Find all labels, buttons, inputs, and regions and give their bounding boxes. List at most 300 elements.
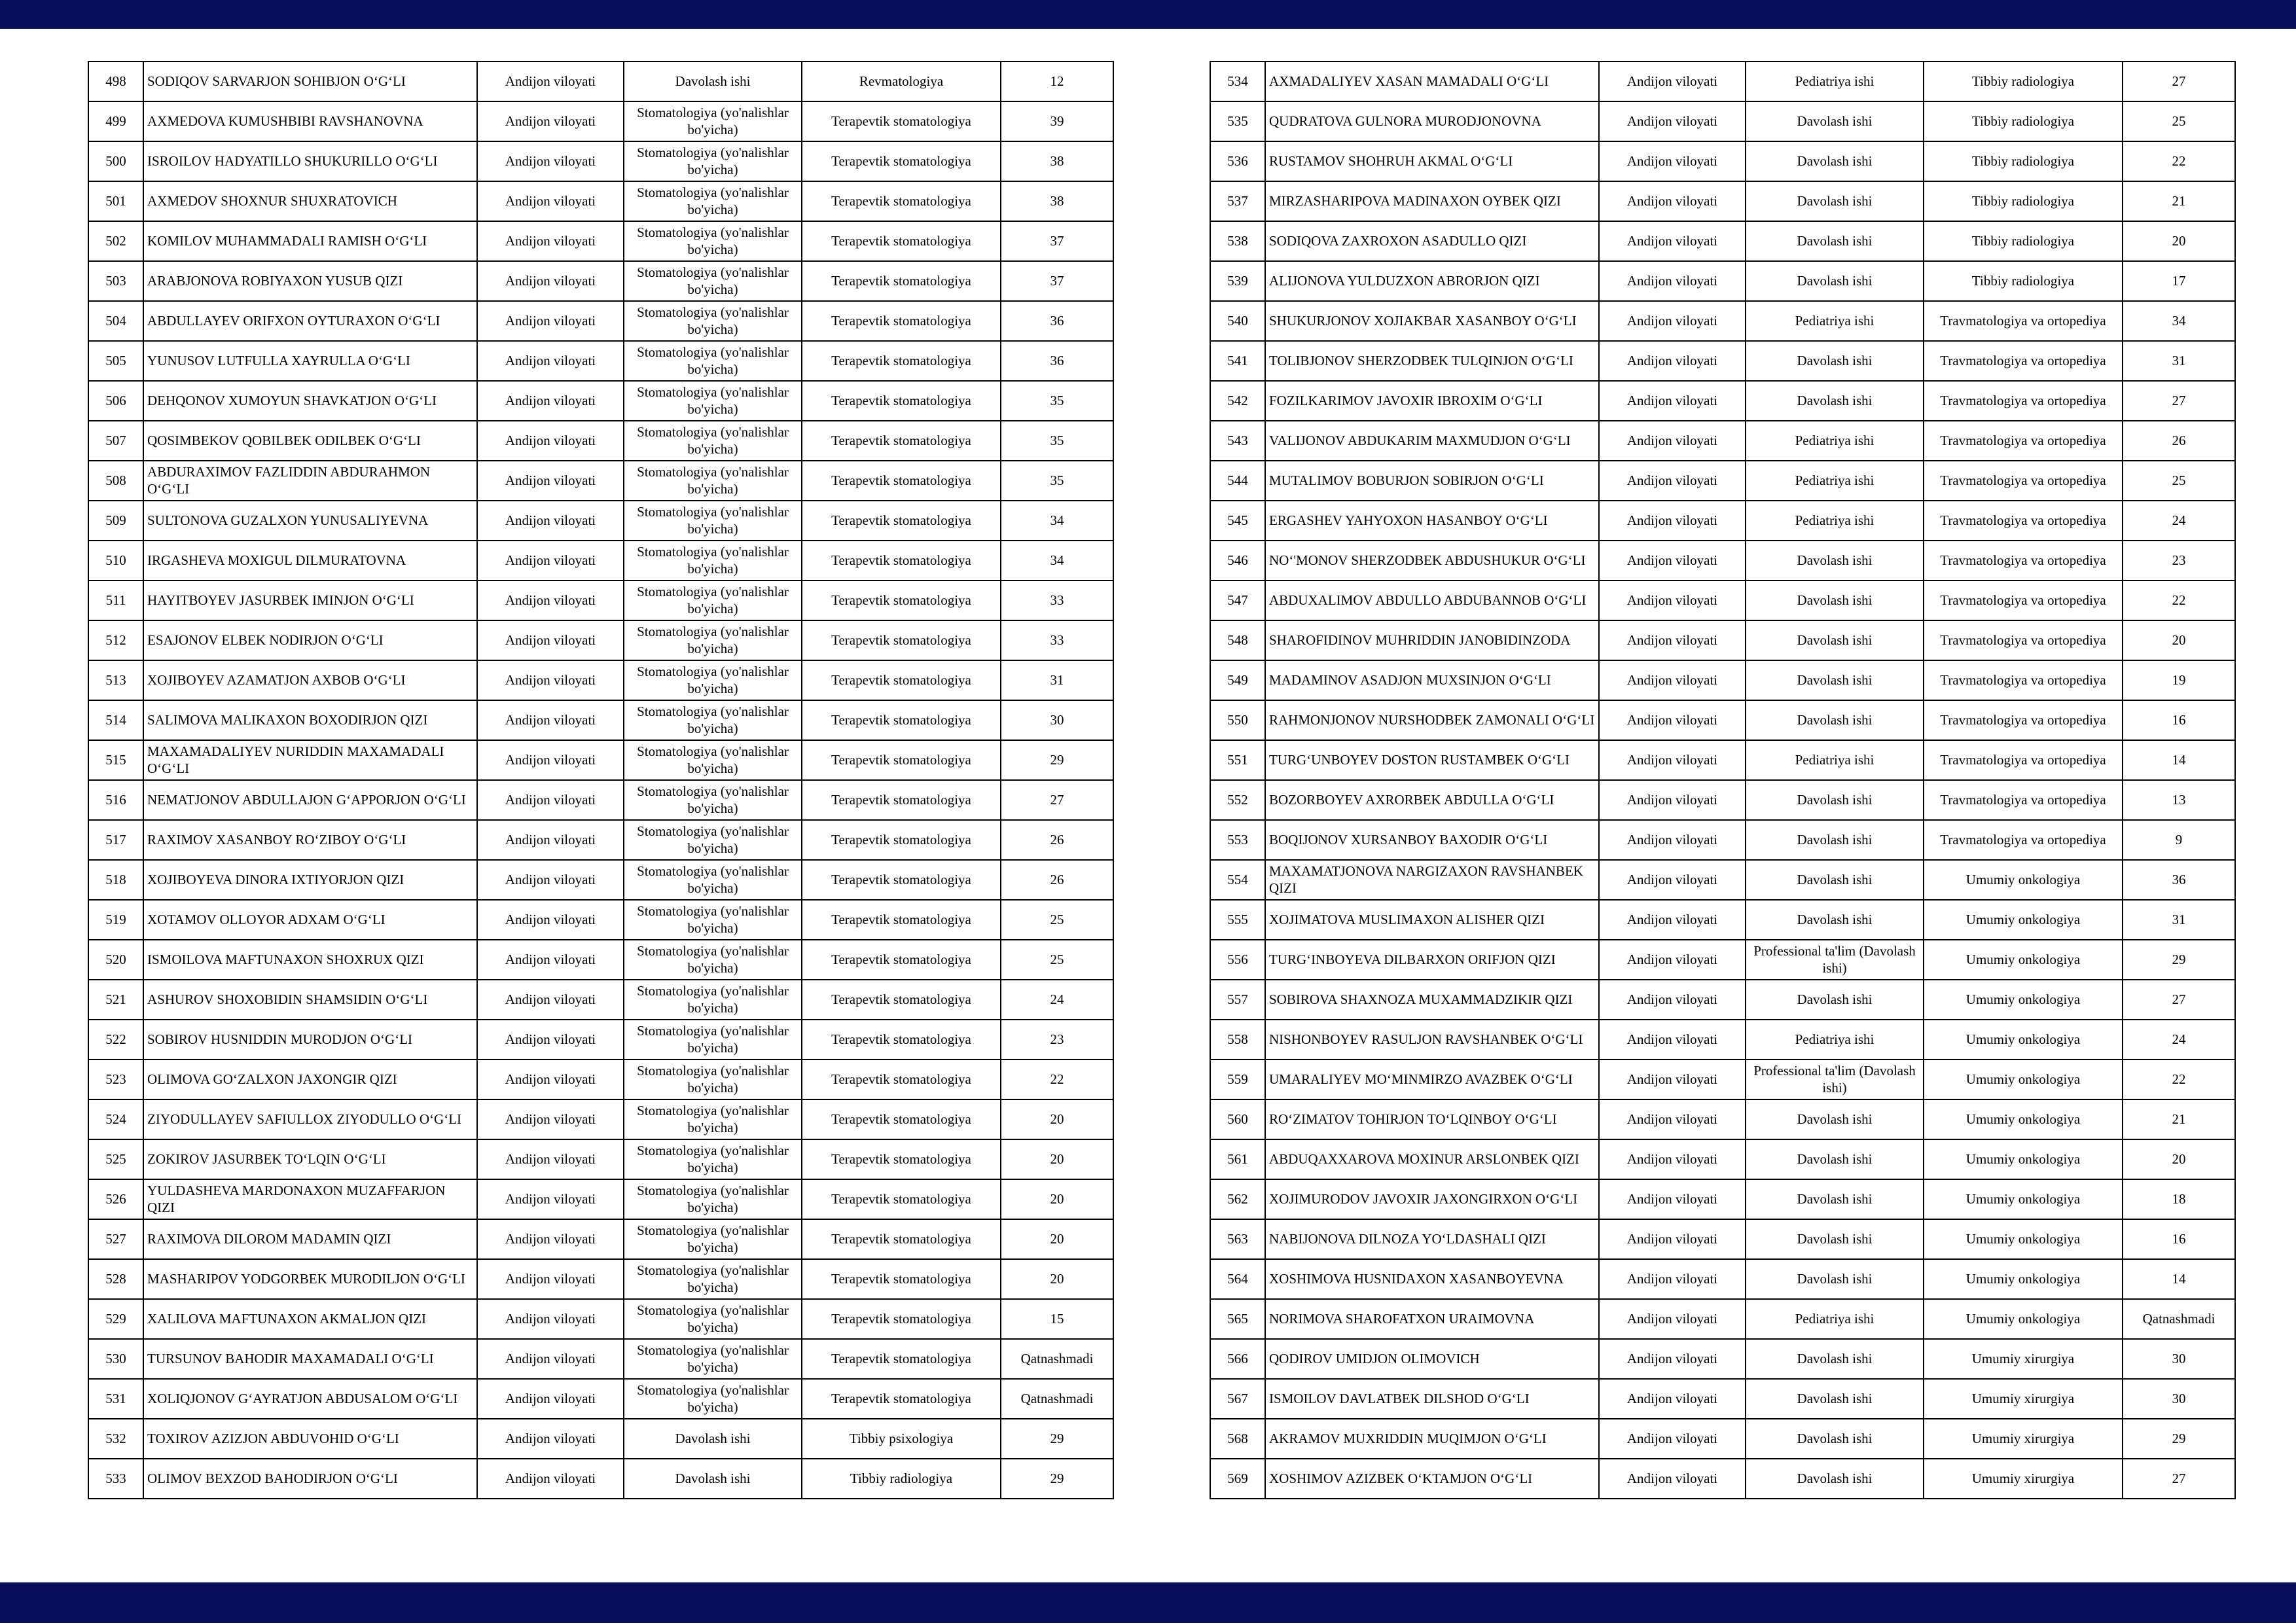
score-cell: 26 xyxy=(1001,860,1113,900)
specialty-cell: Terapevtik stomatologiya xyxy=(802,1099,1001,1139)
full-name-cell: NEMATJONOV ABDULLAJON G‘APPORJON O‘G‘LI xyxy=(143,780,477,820)
row-number-cell: 549 xyxy=(1210,660,1265,700)
table-row xyxy=(1210,820,2235,860)
score-cell: 38 xyxy=(1001,141,1113,181)
table-row xyxy=(1210,101,2235,141)
table-row xyxy=(88,1339,1113,1379)
score-cell: 22 xyxy=(2123,1060,2235,1099)
region-cell: Andijon viloyati xyxy=(477,700,624,740)
row-number-cell: 539 xyxy=(1210,261,1265,301)
score-cell: 9 xyxy=(2123,820,2235,860)
region-cell: Andijon viloyati xyxy=(477,1379,624,1419)
region-cell: Andijon viloyati xyxy=(1599,580,1746,620)
table-row xyxy=(88,421,1113,461)
full-name-cell: AXMEDOV SHOXNUR SHUXRATOVICH xyxy=(143,181,477,221)
full-name-cell: AKRAMOV MUXRIDDIN MUQIMJON O‘G‘LI xyxy=(1265,1419,1599,1459)
score-cell: 29 xyxy=(1001,1419,1113,1459)
specialty-cell: Terapevtik stomatologiya xyxy=(802,620,1001,660)
row-number-cell: 503 xyxy=(88,261,143,301)
specialty-cell: Travmatologiya va ortopediya xyxy=(1924,381,2123,421)
education-direction-cell: Stomatologiya (yo'nalishlar bo'yicha) xyxy=(624,1379,802,1419)
row-number-cell: 498 xyxy=(88,62,143,101)
score-cell: 27 xyxy=(1001,780,1113,820)
full-name-cell: MIRZASHARIPOVA MADINAXON OYBEK QIZI xyxy=(1265,181,1599,221)
table-row xyxy=(88,1299,1113,1339)
table-row xyxy=(88,1060,1113,1099)
score-cell: 38 xyxy=(1001,181,1113,221)
bottom-band xyxy=(0,1582,2296,1623)
table-row xyxy=(1210,1419,2235,1459)
education-direction-cell: Pediatriya ishi xyxy=(1746,740,1924,780)
education-direction-cell: Stomatologiya (yo'nalishlar bo'yicha) xyxy=(624,1179,802,1219)
specialty-cell: Terapevtik stomatologiya xyxy=(802,1299,1001,1339)
full-name-cell: QODIROV UMIDJON OLIMOVICH xyxy=(1265,1339,1599,1379)
row-number-cell: 522 xyxy=(88,1020,143,1060)
specialty-cell: Travmatologiya va ortopediya xyxy=(1924,620,2123,660)
row-number-cell: 509 xyxy=(88,501,143,541)
row-number-cell: 542 xyxy=(1210,381,1265,421)
region-cell: Andijon viloyati xyxy=(1599,62,1746,101)
region-cell: Andijon viloyati xyxy=(1599,900,1746,940)
row-number-cell: 533 xyxy=(88,1459,143,1499)
full-name-cell: QUDRATOVA GULNORA MURODJONOVNA xyxy=(1265,101,1599,141)
specialty-cell: Terapevtik stomatologiya xyxy=(802,381,1001,421)
table-row xyxy=(88,620,1113,660)
table-row xyxy=(1210,1060,2235,1099)
table-row xyxy=(1210,1099,2235,1139)
full-name-cell: OLIMOV BEXZOD BAHODIRJON O‘G‘LI xyxy=(143,1459,477,1499)
full-name-cell: SOBIROV HUSNIDDIN MURODJON O‘G‘LI xyxy=(143,1020,477,1060)
score-cell: 13 xyxy=(2123,780,2235,820)
specialty-cell: Terapevtik stomatologiya xyxy=(802,421,1001,461)
education-direction-cell: Davolash ishi xyxy=(1746,820,1924,860)
education-direction-cell: Davolash ishi xyxy=(624,62,802,101)
full-name-cell: SODIQOV SARVARJON SOHIBJON O‘G‘LI xyxy=(143,62,477,101)
specialty-cell: Terapevtik stomatologiya xyxy=(802,820,1001,860)
table-row xyxy=(1210,1379,2235,1419)
specialty-cell: Travmatologiya va ortopediya xyxy=(1924,660,2123,700)
region-cell: Andijon viloyati xyxy=(477,381,624,421)
table-row xyxy=(1210,980,2235,1020)
education-direction-cell: Pediatriya ishi xyxy=(1746,1299,1924,1339)
full-name-cell: BOZORBOYEV AXRORBEK ABDULLA O‘G‘LI xyxy=(1265,780,1599,820)
score-cell: 20 xyxy=(1001,1099,1113,1139)
score-cell: 21 xyxy=(2123,1099,2235,1139)
region-cell: Andijon viloyati xyxy=(1599,1259,1746,1299)
score-cell: Qatnashmadi xyxy=(1001,1339,1113,1379)
specialty-cell: Travmatologiya va ortopediya xyxy=(1924,541,2123,580)
score-cell: Qatnashmadi xyxy=(2123,1299,2235,1339)
full-name-cell: FOZILKARIMOV JAVOXIR IBROXIM O‘G‘LI xyxy=(1265,381,1599,421)
region-cell: Andijon viloyati xyxy=(477,1020,624,1060)
score-cell: 24 xyxy=(2123,501,2235,541)
specialty-cell: Terapevtik stomatologiya xyxy=(802,301,1001,341)
specialty-cell: Terapevtik stomatologiya xyxy=(802,940,1001,980)
specialty-cell: Umumiy xirurgiya xyxy=(1924,1459,2123,1499)
region-cell: Andijon viloyati xyxy=(477,620,624,660)
score-cell: 24 xyxy=(2123,1020,2235,1060)
full-name-cell: SOBIROVA SHAXNOZA MUXAMMADZIKIR QIZI xyxy=(1265,980,1599,1020)
row-number-cell: 560 xyxy=(1210,1099,1265,1139)
row-number-cell: 519 xyxy=(88,900,143,940)
score-cell: 23 xyxy=(1001,1020,1113,1060)
row-number-cell: 501 xyxy=(88,181,143,221)
row-number-cell: 530 xyxy=(88,1339,143,1379)
education-direction-cell: Davolash ishi xyxy=(1746,860,1924,900)
row-number-cell: 540 xyxy=(1210,301,1265,341)
region-cell: Andijon viloyati xyxy=(1599,940,1746,980)
score-cell: 33 xyxy=(1001,580,1113,620)
education-direction-cell: Davolash ishi xyxy=(1746,1219,1924,1259)
education-direction-cell: Davolash ishi xyxy=(1746,101,1924,141)
table-row xyxy=(88,301,1113,341)
full-name-cell: TURG‘INBOYEVA DILBARXON ORIFJON QIZI xyxy=(1265,940,1599,980)
table-row xyxy=(88,62,1113,101)
score-cell: 20 xyxy=(2123,221,2235,261)
row-number-cell: 566 xyxy=(1210,1339,1265,1379)
table-row xyxy=(88,221,1113,261)
row-number-cell: 513 xyxy=(88,660,143,700)
full-name-cell: ABDURAXIMOV FAZLIDDIN ABDURAHMON O‘G‘LI xyxy=(143,461,477,501)
education-direction-cell: Stomatologiya (yo'nalishlar bo'yicha) xyxy=(624,541,802,580)
specialty-cell: Terapevtik stomatologiya xyxy=(802,1339,1001,1379)
row-number-cell: 523 xyxy=(88,1060,143,1099)
region-cell: Andijon viloyati xyxy=(1599,261,1746,301)
education-direction-cell: Stomatologiya (yo'nalishlar bo'yicha) xyxy=(624,1060,802,1099)
table-row xyxy=(88,1459,1113,1499)
score-cell: 34 xyxy=(1001,541,1113,580)
education-direction-cell: Davolash ishi xyxy=(1746,660,1924,700)
full-name-cell: UMARALIYEV MO‘MINMIRZO AVAZBEK O‘G‘LI xyxy=(1265,1060,1599,1099)
region-cell: Andijon viloyati xyxy=(1599,980,1746,1020)
row-number-cell: 565 xyxy=(1210,1299,1265,1339)
education-direction-cell: Pediatriya ishi xyxy=(1746,301,1924,341)
table-row xyxy=(88,501,1113,541)
full-name-cell: NORIMOVA SHAROFATXON URAIMOVNA xyxy=(1265,1299,1599,1339)
row-number-cell: 528 xyxy=(88,1259,143,1299)
specialty-cell: Terapevtik stomatologiya xyxy=(802,660,1001,700)
score-cell: 29 xyxy=(1001,1459,1113,1499)
table-row xyxy=(1210,1219,2235,1259)
score-cell: 20 xyxy=(1001,1259,1113,1299)
score-cell: 31 xyxy=(2123,900,2235,940)
specialty-cell: Terapevtik stomatologiya xyxy=(802,341,1001,381)
table-row xyxy=(1210,1139,2235,1179)
specialty-cell: Tibbiy radiologiya xyxy=(802,1459,1001,1499)
region-cell: Andijon viloyati xyxy=(1599,1339,1746,1379)
specialty-cell: Revmatologiya xyxy=(802,62,1001,101)
table-row xyxy=(1210,1259,2235,1299)
table-row xyxy=(1210,301,2235,341)
full-name-cell: RAHMONJONOV NURSHODBEK ZAMONALI O‘G‘LI xyxy=(1265,700,1599,740)
education-direction-cell: Stomatologiya (yo'nalishlar bo'yicha) xyxy=(624,461,802,501)
row-number-cell: 516 xyxy=(88,780,143,820)
education-direction-cell: Davolash ishi xyxy=(1746,1339,1924,1379)
row-number-cell: 526 xyxy=(88,1179,143,1219)
education-direction-cell: Stomatologiya (yo'nalishlar bo'yicha) xyxy=(624,101,802,141)
region-cell: Andijon viloyati xyxy=(477,900,624,940)
full-name-cell: XALILOVA MAFTUNAXON AKMALJON QIZI xyxy=(143,1299,477,1339)
education-direction-cell: Davolash ishi xyxy=(1746,181,1924,221)
score-cell: 17 xyxy=(2123,261,2235,301)
region-cell: Andijon viloyati xyxy=(1599,1379,1746,1419)
score-cell: 20 xyxy=(1001,1179,1113,1219)
score-cell: 39 xyxy=(1001,101,1113,141)
full-name-cell: RAXIMOV XASANBOY RO‘ZIBOY O‘G‘LI xyxy=(143,820,477,860)
region-cell: Andijon viloyati xyxy=(477,341,624,381)
results-table-left xyxy=(88,61,1114,1499)
score-cell: 22 xyxy=(2123,141,2235,181)
region-cell: Andijon viloyati xyxy=(477,1339,624,1379)
region-cell: Andijon viloyati xyxy=(1599,501,1746,541)
score-cell: 34 xyxy=(1001,501,1113,541)
specialty-cell: Terapevtik stomatologiya xyxy=(802,980,1001,1020)
table-row xyxy=(88,141,1113,181)
specialty-cell: Umumiy xirurgiya xyxy=(1924,1419,2123,1459)
full-name-cell: SHAROFIDINOV MUHRIDDIN JANOBIDINZODA xyxy=(1265,620,1599,660)
education-direction-cell: Stomatologiya (yo'nalishlar bo'yicha) xyxy=(624,700,802,740)
row-number-cell: 557 xyxy=(1210,980,1265,1020)
region-cell: Andijon viloyati xyxy=(1599,1020,1746,1060)
score-cell: 31 xyxy=(1001,660,1113,700)
education-direction-cell: Davolash ishi xyxy=(1746,980,1924,1020)
education-direction-cell: Pediatriya ishi xyxy=(1746,1020,1924,1060)
education-direction-cell: Stomatologiya (yo'nalishlar bo'yicha) xyxy=(624,181,802,221)
table-row xyxy=(88,660,1113,700)
row-number-cell: 532 xyxy=(88,1419,143,1459)
education-direction-cell: Stomatologiya (yo'nalishlar bo'yicha) xyxy=(624,1259,802,1299)
full-name-cell: RO‘ZIMATOV TOHIRJON TO‘LQINBOY O‘G‘LI xyxy=(1265,1099,1599,1139)
region-cell: Andijon viloyati xyxy=(477,181,624,221)
full-name-cell: NISHONBOYEV RASULJON RAVSHANBEK O‘G‘LI xyxy=(1265,1020,1599,1060)
full-name-cell: TURG‘UNBOYEV DOSTON RUSTAMBEK O‘G‘LI xyxy=(1265,740,1599,780)
table-row xyxy=(88,541,1113,580)
education-direction-cell: Davolash ishi xyxy=(1746,341,1924,381)
full-name-cell: XOJIBOYEV AZAMATJON AXBOB O‘G‘LI xyxy=(143,660,477,700)
education-direction-cell: Davolash ishi xyxy=(1746,1099,1924,1139)
full-name-cell: AXMEDOVA KUMUSHBIBI RAVSHANOVNA xyxy=(143,101,477,141)
education-direction-cell: Stomatologiya (yo'nalishlar bo'yicha) xyxy=(624,221,802,261)
specialty-cell: Umumiy onkologiya xyxy=(1924,940,2123,980)
education-direction-cell: Stomatologiya (yo'nalishlar bo'yicha) xyxy=(624,301,802,341)
education-direction-cell: Davolash ishi xyxy=(1746,780,1924,820)
region-cell: Andijon viloyati xyxy=(477,740,624,780)
region-cell: Andijon viloyati xyxy=(477,1299,624,1339)
row-number-cell: 554 xyxy=(1210,860,1265,900)
table-row xyxy=(1210,860,2235,900)
region-cell: Andijon viloyati xyxy=(477,1219,624,1259)
row-number-cell: 555 xyxy=(1210,900,1265,940)
specialty-cell: Umumiy onkologiya xyxy=(1924,1060,2123,1099)
education-direction-cell: Stomatologiya (yo'nalishlar bo'yicha) xyxy=(624,501,802,541)
specialty-cell: Terapevtik stomatologiya xyxy=(802,780,1001,820)
region-cell: Andijon viloyati xyxy=(477,1419,624,1459)
table-row xyxy=(88,940,1113,980)
score-cell: 23 xyxy=(2123,541,2235,580)
specialty-cell: Terapevtik stomatologiya xyxy=(802,1259,1001,1299)
row-number-cell: 541 xyxy=(1210,341,1265,381)
region-cell: Andijon viloyati xyxy=(477,1459,624,1499)
full-name-cell: SALIMOVA MALIKAXON BOXODIRJON QIZI xyxy=(143,700,477,740)
full-name-cell: XOTAMOV OLLOYOR ADXAM O‘G‘LI xyxy=(143,900,477,940)
education-direction-cell: Stomatologiya (yo'nalishlar bo'yicha) xyxy=(624,1339,802,1379)
specialty-cell: Tibbiy radiologiya xyxy=(1924,141,2123,181)
full-name-cell: ASHUROV SHOXOBIDIN SHAMSIDIN O‘G‘LI xyxy=(143,980,477,1020)
score-cell: 37 xyxy=(1001,261,1113,301)
full-name-cell: ISMOILOV DAVLATBEK DILSHOD O‘G‘LI xyxy=(1265,1379,1599,1419)
table-row xyxy=(1210,1459,2235,1499)
region-cell: Andijon viloyati xyxy=(477,980,624,1020)
score-cell: 15 xyxy=(1001,1299,1113,1339)
specialty-cell: Travmatologiya va ortopediya xyxy=(1924,580,2123,620)
full-name-cell: TOLIBJONOV SHERZODBEK TULQINJON O‘G‘LI xyxy=(1265,341,1599,381)
education-direction-cell: Stomatologiya (yo'nalishlar bo'yicha) xyxy=(624,660,802,700)
education-direction-cell: Davolash ishi xyxy=(1746,1419,1924,1459)
education-direction-cell: Stomatologiya (yo'nalishlar bo'yicha) xyxy=(624,1219,802,1259)
row-number-cell: 525 xyxy=(88,1139,143,1179)
row-number-cell: 505 xyxy=(88,341,143,381)
score-cell: 25 xyxy=(1001,900,1113,940)
education-direction-cell: Stomatologiya (yo'nalishlar bo'yicha) xyxy=(624,1299,802,1339)
row-number-cell: 507 xyxy=(88,421,143,461)
score-cell: 36 xyxy=(2123,860,2235,900)
full-name-cell: ZIYODULLAYEV SAFIULLOX ZIYODULLO O‘G‘LI xyxy=(143,1099,477,1139)
specialty-cell: Umumiy onkologiya xyxy=(1924,1219,2123,1259)
specialty-cell: Travmatologiya va ortopediya xyxy=(1924,700,2123,740)
score-cell: 29 xyxy=(2123,940,2235,980)
table-body-right xyxy=(1210,62,2235,1499)
education-direction-cell: Stomatologiya (yo'nalishlar bo'yicha) xyxy=(624,1099,802,1139)
education-direction-cell: Professional ta'lim (Davolash ishi) xyxy=(1746,940,1924,980)
specialty-cell: Tibbiy radiologiya xyxy=(1924,261,2123,301)
region-cell: Andijon viloyati xyxy=(1599,381,1746,421)
row-number-cell: 544 xyxy=(1210,461,1265,501)
education-direction-cell: Davolash ishi xyxy=(1746,541,1924,580)
full-name-cell: YUNUSOV LUTFULLA XAYRULLA O‘G‘LI xyxy=(143,341,477,381)
table-row xyxy=(88,1020,1113,1060)
top-band xyxy=(0,0,2296,29)
specialty-cell: Travmatologiya va ortopediya xyxy=(1924,461,2123,501)
education-direction-cell: Davolash ishi xyxy=(1746,900,1924,940)
specialty-cell: Terapevtik stomatologiya xyxy=(802,181,1001,221)
education-direction-cell: Stomatologiya (yo'nalishlar bo'yicha) xyxy=(624,820,802,860)
score-cell: 33 xyxy=(1001,620,1113,660)
full-name-cell: ZOKIROV JASURBEK TO‘LQIN O‘G‘LI xyxy=(143,1139,477,1179)
row-number-cell: 553 xyxy=(1210,820,1265,860)
row-number-cell: 514 xyxy=(88,700,143,740)
specialty-cell: Tibbiy radiologiya xyxy=(1924,101,2123,141)
score-cell: 14 xyxy=(2123,1259,2235,1299)
score-cell: 26 xyxy=(1001,820,1113,860)
score-cell: 29 xyxy=(2123,1419,2235,1459)
full-name-cell: SODIQOVA ZAXROXON ASADULLO QIZI xyxy=(1265,221,1599,261)
table-row xyxy=(88,461,1113,501)
full-name-cell: DEHQONOV XUMOYUN SHAVKATJON O‘G‘LI xyxy=(143,381,477,421)
region-cell: Andijon viloyati xyxy=(1599,461,1746,501)
full-name-cell: ABDULLAYEV ORIFXON OYTURAXON O‘G‘LI xyxy=(143,301,477,341)
education-direction-cell: Stomatologiya (yo'nalishlar bo'yicha) xyxy=(624,980,802,1020)
specialty-cell: Travmatologiya va ortopediya xyxy=(1924,820,2123,860)
region-cell: Andijon viloyati xyxy=(477,421,624,461)
score-cell: 27 xyxy=(2123,62,2235,101)
specialty-cell: Umumiy onkologiya xyxy=(1924,980,2123,1020)
row-number-cell: 510 xyxy=(88,541,143,580)
specialty-cell: Tibbiy radiologiya xyxy=(1924,181,2123,221)
table-row xyxy=(88,700,1113,740)
row-number-cell: 561 xyxy=(1210,1139,1265,1179)
row-number-cell: 521 xyxy=(88,980,143,1020)
specialty-cell: Terapevtik stomatologiya xyxy=(802,1139,1001,1179)
specialty-cell: Terapevtik stomatologiya xyxy=(802,860,1001,900)
specialty-cell: Tibbiy radiologiya xyxy=(1924,221,2123,261)
table-row xyxy=(1210,1339,2235,1379)
specialty-cell: Terapevtik stomatologiya xyxy=(802,1020,1001,1060)
region-cell: Andijon viloyati xyxy=(1599,181,1746,221)
specialty-cell: Terapevtik stomatologiya xyxy=(802,1219,1001,1259)
education-direction-cell: Stomatologiya (yo'nalishlar bo'yicha) xyxy=(624,620,802,660)
table-row xyxy=(88,1099,1113,1139)
score-cell: 35 xyxy=(1001,461,1113,501)
score-cell: 26 xyxy=(2123,421,2235,461)
table-row xyxy=(1210,141,2235,181)
full-name-cell: KOMILOV MUHAMMADALI RAMISH O‘G‘LI xyxy=(143,221,477,261)
education-direction-cell: Pediatriya ishi xyxy=(1746,62,1924,101)
region-cell: Andijon viloyati xyxy=(1599,740,1746,780)
region-cell: Andijon viloyati xyxy=(477,820,624,860)
education-direction-cell: Davolash ishi xyxy=(1746,620,1924,660)
row-number-cell: 569 xyxy=(1210,1459,1265,1499)
full-name-cell: MUTALIMOV BOBURJON SOBIRJON O‘G‘LI xyxy=(1265,461,1599,501)
table-row xyxy=(1210,580,2235,620)
region-cell: Andijon viloyati xyxy=(477,780,624,820)
region-cell: Andijon viloyati xyxy=(1599,1219,1746,1259)
specialty-cell: Travmatologiya va ortopediya xyxy=(1924,421,2123,461)
region-cell: Andijon viloyati xyxy=(1599,221,1746,261)
full-name-cell: ABDUXALIMOV ABDULLO ABDUBANNOB O‘G‘LI xyxy=(1265,580,1599,620)
score-cell: 37 xyxy=(1001,221,1113,261)
specialty-cell: Terapevtik stomatologiya xyxy=(802,541,1001,580)
row-number-cell: 515 xyxy=(88,740,143,780)
row-number-cell: 520 xyxy=(88,940,143,980)
score-cell: 24 xyxy=(1001,980,1113,1020)
education-direction-cell: Stomatologiya (yo'nalishlar bo'yicha) xyxy=(624,580,802,620)
education-direction-cell: Pediatriya ishi xyxy=(1746,501,1924,541)
row-number-cell: 568 xyxy=(1210,1419,1265,1459)
education-direction-cell: Davolash ishi xyxy=(1746,1139,1924,1179)
row-number-cell: 552 xyxy=(1210,780,1265,820)
region-cell: Andijon viloyati xyxy=(1599,341,1746,381)
specialty-cell: Umumiy onkologiya xyxy=(1924,1299,2123,1339)
region-cell: Andijon viloyati xyxy=(1599,1419,1746,1459)
region-cell: Andijon viloyati xyxy=(477,940,624,980)
specialty-cell: Travmatologiya va ortopediya xyxy=(1924,301,2123,341)
score-cell: 20 xyxy=(1001,1139,1113,1179)
row-number-cell: 563 xyxy=(1210,1219,1265,1259)
specialty-cell: Terapevtik stomatologiya xyxy=(802,580,1001,620)
row-number-cell: 511 xyxy=(88,580,143,620)
table-row xyxy=(88,381,1113,421)
table-row xyxy=(88,820,1113,860)
table-row xyxy=(88,860,1113,900)
row-number-cell: 546 xyxy=(1210,541,1265,580)
full-name-cell: ESAJONOV ELBEK NODIRJON O‘G‘LI xyxy=(143,620,477,660)
table-row xyxy=(1210,1299,2235,1339)
education-direction-cell: Davolash ishi xyxy=(1746,700,1924,740)
row-number-cell: 524 xyxy=(88,1099,143,1139)
row-number-cell: 559 xyxy=(1210,1060,1265,1099)
score-cell: 27 xyxy=(2123,980,2235,1020)
table-row xyxy=(88,341,1113,381)
